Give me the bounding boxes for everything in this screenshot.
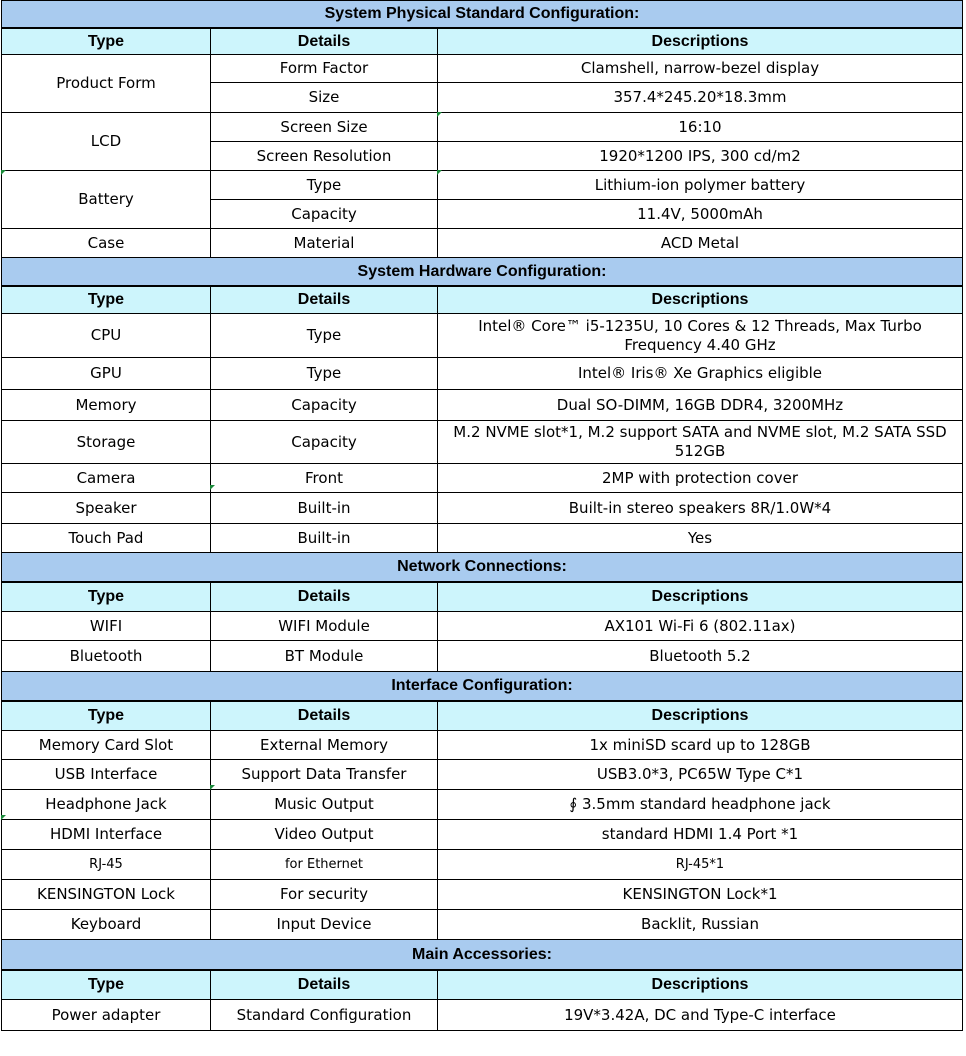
type-cell: USB Interface (2, 760, 211, 790)
details-cell: Form Factor (211, 55, 438, 83)
description-cell: Intel® Core™ i5-1235U, 10 Cores & 12 Threads, Max Turbo Frequency 4.40 GHz (438, 314, 963, 358)
column-header-details: Details (211, 970, 438, 1000)
details-cell: Screen Size (211, 113, 438, 142)
type-cell: LCD (2, 113, 211, 171)
table-row (2, 113, 963, 142)
type-cell: Storage (2, 421, 211, 464)
column-header-descriptions: Descriptions (438, 701, 963, 731)
type-cell: HDMI Interface (2, 820, 211, 850)
comment-marker-icon (437, 112, 442, 117)
description-cell: 1x miniSD scard up to 128GB (438, 731, 963, 760)
table-row (2, 612, 963, 641)
column-header-row (2, 970, 963, 1000)
description-cell: ACD Metal (438, 229, 963, 258)
details-cell: WIFI Module (211, 612, 438, 641)
type-cell: CPU (2, 314, 211, 358)
comment-marker-icon (210, 485, 215, 490)
details-cell: Standard Configuration (211, 1000, 438, 1031)
description-cell: 357.4*245.20*18.3mm (438, 83, 963, 113)
description-cell: 11.4V, 5000mAh (438, 200, 963, 229)
type-cell: Camera (2, 464, 211, 493)
table-row (2, 314, 963, 358)
table-row (2, 1000, 963, 1031)
details-cell: For security (211, 880, 438, 910)
table-row (2, 850, 963, 880)
section-title: Interface Configuration: (2, 672, 963, 701)
table-row (2, 229, 963, 258)
column-header-details: Details (211, 286, 438, 314)
details-cell: Type (211, 171, 438, 200)
type-cell: Headphone Jack (2, 790, 211, 820)
comment-marker-icon (437, 170, 442, 175)
section-header-system-physical-standard-configuration (2, 1, 963, 28)
section-title: System Physical Standard Configuration: (2, 1, 963, 28)
details-cell: Music Output (211, 790, 438, 820)
table-row (2, 171, 963, 200)
type-cell: Memory (2, 390, 211, 421)
details-cell: Built-in (211, 524, 438, 553)
details-cell: Material (211, 229, 438, 258)
description-cell: Built-in stereo speakers 8R/1.0W*4 (438, 493, 963, 524)
type-cell: Speaker (2, 493, 211, 524)
column-header-details: Details (211, 582, 438, 612)
description-cell: Dual SO-DIMM, 16GB DDR4, 3200MHz (438, 390, 963, 421)
description-cell: Bluetooth 5.2 (438, 641, 963, 672)
comment-marker-icon (1, 815, 6, 820)
details-cell: Capacity (211, 421, 438, 464)
section-title: Main Accessories: (2, 940, 963, 970)
description-cell: Yes (438, 524, 963, 553)
description-cell: 19V*3.42A, DC and Type-C interface (438, 1000, 963, 1031)
type-cell: Bluetooth (2, 641, 211, 672)
description-cell: Intel® Iris® Xe Graphics eligible (438, 358, 963, 390)
description-cell: 16:10 (438, 113, 963, 142)
table-row (2, 880, 963, 910)
type-cell: Case (2, 229, 211, 258)
details-cell: External Memory (211, 731, 438, 760)
spec-sheet-body (2, 1, 963, 1031)
description-cell: AX101 Wi-Fi 6 (802.11ax) (438, 612, 963, 641)
details-cell: Size (211, 83, 438, 113)
column-header-details: Details (211, 701, 438, 731)
table-row (2, 358, 963, 390)
description-cell: KENSINGTON Lock*1 (438, 880, 963, 910)
comment-marker-icon (1, 170, 6, 175)
table-row (2, 641, 963, 672)
column-header-row (2, 582, 963, 612)
column-header-details: Details (211, 28, 438, 55)
type-cell: Keyboard (2, 910, 211, 940)
type-cell: Memory Card Slot (2, 731, 211, 760)
details-cell: Type (211, 314, 438, 358)
description-cell: M.2 NVME slot*1, M.2 support SATA and NVME slot, M.2 SATA SSD 512GB (438, 421, 963, 464)
section-header-interface-configuration (2, 672, 963, 701)
type-cell: Power adapter (2, 1000, 211, 1031)
table-row (2, 55, 963, 83)
details-cell: Input Device (211, 910, 438, 940)
table-row (2, 464, 963, 493)
details-cell: Screen Resolution (211, 142, 438, 171)
details-cell: Capacity (211, 200, 438, 229)
column-header-type: Type (2, 970, 211, 1000)
description-cell: Backlit, Russian (438, 910, 963, 940)
column-header-type: Type (2, 286, 211, 314)
details-cell: Video Output (211, 820, 438, 850)
table-row (2, 910, 963, 940)
type-cell: Product Form (2, 55, 211, 113)
description-cell: RJ-45*1 (438, 850, 963, 880)
description-cell: ∮ 3.5mm standard headphone jack (438, 790, 963, 820)
table-row (2, 524, 963, 553)
details-cell: Support Data Transfer (211, 760, 438, 790)
type-cell: WIFI (2, 612, 211, 641)
section-header-system-hardware-configuration (2, 258, 963, 286)
column-header-row (2, 28, 963, 55)
details-cell: for Ethernet (211, 850, 438, 880)
details-cell: Front (211, 464, 438, 493)
table-row (2, 493, 963, 524)
column-header-row (2, 286, 963, 314)
column-header-type: Type (2, 28, 211, 55)
details-cell: Capacity (211, 390, 438, 421)
description-cell: Lithium-ion polymer battery (438, 171, 963, 200)
table-row (2, 760, 963, 790)
description-cell: 2MP with protection cover (438, 464, 963, 493)
table-row (2, 731, 963, 760)
description-cell: USB3.0*3, PC65W Type C*1 (438, 760, 963, 790)
column-header-type: Type (2, 701, 211, 731)
type-cell: Battery (2, 171, 211, 229)
column-header-descriptions: Descriptions (438, 582, 963, 612)
table-row (2, 421, 963, 464)
table-row (2, 390, 963, 421)
details-cell: Built-in (211, 493, 438, 524)
column-header-descriptions: Descriptions (438, 28, 963, 55)
section-title: Network Connections: (2, 553, 963, 582)
column-header-type: Type (2, 582, 211, 612)
type-cell: RJ-45 (2, 850, 211, 880)
type-cell: GPU (2, 358, 211, 390)
comment-marker-icon (210, 785, 215, 790)
section-title: System Hardware Configuration: (2, 258, 963, 286)
description-cell: 1920*1200 IPS, 300 cd/m2 (438, 142, 963, 171)
spec-sheet-table (1, 0, 963, 1031)
section-header-network-connections (2, 553, 963, 582)
type-cell: Touch Pad (2, 524, 211, 553)
type-cell: KENSINGTON Lock (2, 880, 211, 910)
section-header-main-accessories (2, 940, 963, 970)
description-cell: Clamshell, narrow-bezel display (438, 55, 963, 83)
details-cell: BT Module (211, 641, 438, 672)
column-header-descriptions: Descriptions (438, 970, 963, 1000)
description-cell: standard HDMI 1.4 Port *1 (438, 820, 963, 850)
column-header-descriptions: Descriptions (438, 286, 963, 314)
table-row (2, 790, 963, 820)
details-cell: Type (211, 358, 438, 390)
column-header-row (2, 701, 963, 731)
table-row (2, 820, 963, 850)
